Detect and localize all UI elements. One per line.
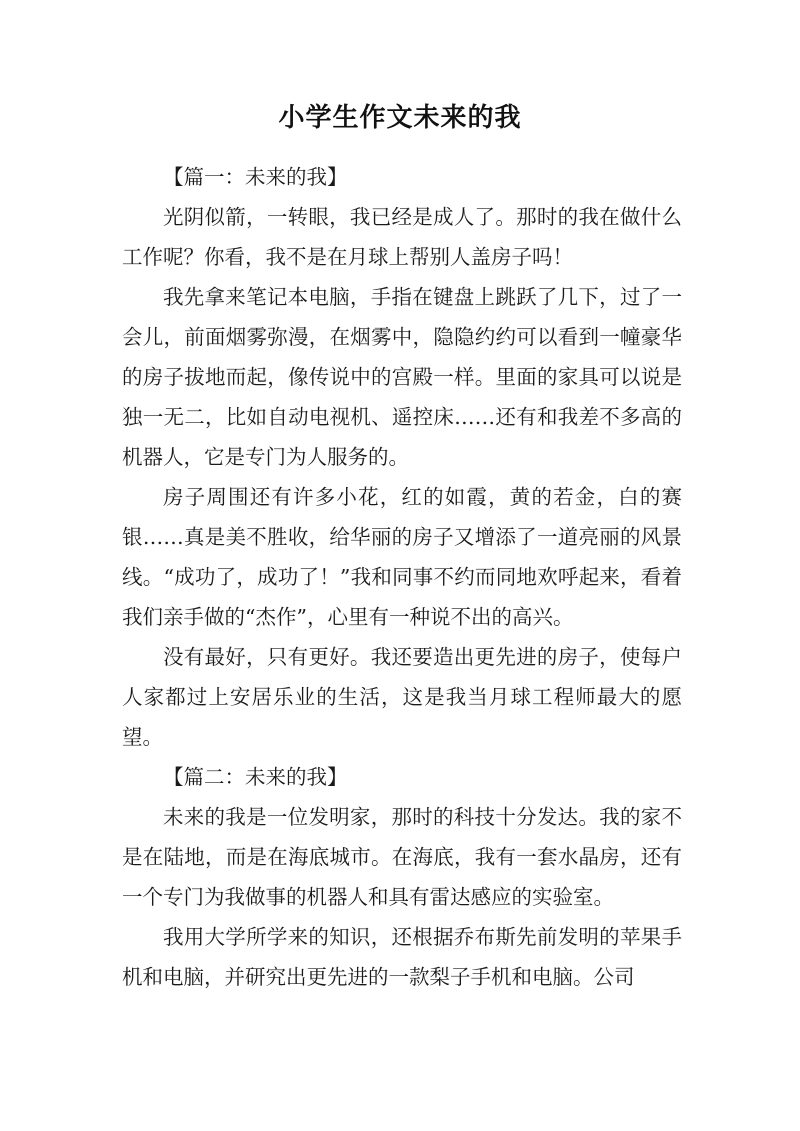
paragraph: 我用大学所学来的知识，还根据乔布斯先前发明的苹果手机和电脑，并研究出更先进的一款梨子手机和电脑。公司 bbox=[122, 925, 682, 989]
section-heading-1: 【篇一：未来的我】 bbox=[163, 165, 348, 189]
paragraph: 光阴似箭，一转眼，我已经是成人了。那时的我在做什么工作呢？你看，我不是在月球上帮别人盖房子吗！ bbox=[122, 205, 682, 269]
paragraph: 没有最好，只有更好。我还要造出更先进的房子，使每户人家都过上安居乐业的生活，这是我当月球工程师最大的愿望。 bbox=[122, 645, 682, 749]
page-title: 小学生作文未来的我 bbox=[278, 103, 522, 133]
paragraph: 房子周围还有许多小花，红的如霞，黄的若金，白的赛银……真是美不胜收，给华丽的房子又增添了一道亮丽的风景线。“成功了，成功了！”我和同事不约而同地欢呼起来，看着我们亲手做的“杰作”，心里有一种说不出的高兴。 bbox=[122, 485, 682, 629]
paragraph: 未来的我是一位发明家，那时的科技十分发达。我的家不是在陆地，而是在海底城市。在海底，我有一套水晶房，还有一个专门为我做事的机器人和具有雷达感应的实验室。 bbox=[122, 805, 682, 909]
section-heading-2: 【篇二：未来的我】 bbox=[163, 765, 348, 789]
paragraph: 我先拿来笔记本电脑，手指在键盘上跳跃了几下，过了一会儿，前面烟雾弥漫，在烟雾中，隐隐约约可以看到一幢豪华的房子拔地而起，像传说中的宫殿一样。里面的家具可以说是独一无二，比如自动电视机、遥控床……还有和我差不多高的机器人，它是专门为人服务的。 bbox=[122, 285, 682, 469]
article-body bbox=[122, 157, 682, 997]
